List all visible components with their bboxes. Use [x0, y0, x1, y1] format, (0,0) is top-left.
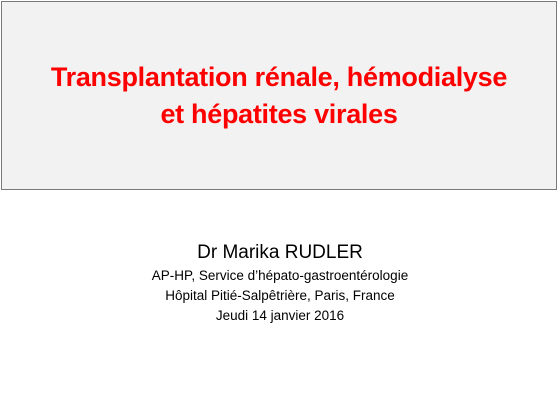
presentation-date: Jeudi 14 janvier 2016: [215, 308, 345, 323]
title-box: [1, 1, 557, 190]
subtitle-block: [0, 240, 560, 326]
slide-title-line-2: et hépatites virales: [160, 98, 398, 129]
slide-title-line-1: Transplantation rénale, hémodialyse: [50, 61, 508, 92]
author-name: Dr Marika RUDLER: [197, 242, 363, 263]
affiliation-department: AP-HP, Service d’hépato-gastroentérologie: [151, 268, 409, 283]
affiliation-hospital: Hôpital Pitié-Salpêtrière, Paris, France: [165, 288, 395, 303]
